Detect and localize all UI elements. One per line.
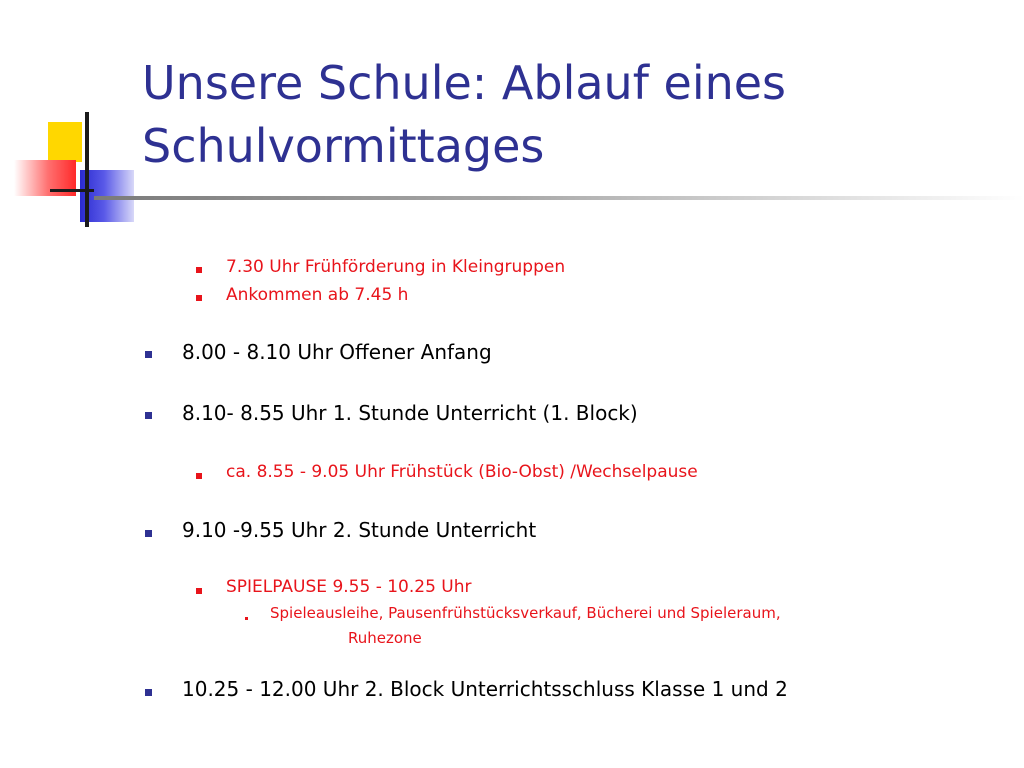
slide-title: [142, 52, 1002, 178]
slide-title-line-1: Unsere Schule: Ablauf eines: [142, 56, 787, 110]
decor-yellow-square: [48, 122, 82, 162]
list-item: 10.25 - 12.00 Uhr 2. Block Unterrichtsschluss Klasse 1 und 2: [182, 677, 788, 701]
bullet-marker: [145, 689, 152, 696]
bullet-marker: [245, 617, 248, 620]
list-item: Ankommen ab 7.45 h: [226, 285, 409, 305]
list-item: 9.10 -9.55 Uhr 2. Stunde Unterricht: [182, 518, 537, 542]
list-item: Spieleausleihe, Pausenfrühstücksverkauf, Bücherei und Spieleraum,: [270, 604, 781, 622]
bullet-marker: [196, 473, 202, 479]
bullet-marker: [196, 588, 202, 594]
bullet-marker: [196, 295, 202, 301]
list-item: 8.10- 8.55 Uhr 1. Stunde Unterricht (1. Block): [182, 401, 638, 425]
bullet-marker: [196, 267, 202, 273]
bullet-marker: [145, 530, 152, 537]
list-item: ca. 8.55 - 9.05 Uhr Frühstück (Bio-Obst) /Wechselpause: [226, 462, 698, 482]
list-item-continuation: Ruhezone: [348, 629, 422, 647]
list-item: 7.30 Uhr Frühförderung in Kleingruppen: [226, 257, 566, 277]
slide-title-line-2: Schulvormittages: [142, 119, 545, 173]
list-item: SPIELPAUSE 9.55 - 10.25 Uhr: [226, 577, 472, 597]
bullet-marker: [145, 412, 152, 419]
decor-horizontal-line: [50, 189, 94, 192]
bullet-marker: [145, 351, 152, 358]
title-divider: [94, 196, 1024, 200]
decor-vertical-line: [85, 112, 89, 227]
list-item: 8.00 - 8.10 Uhr Offener Anfang: [182, 340, 492, 364]
